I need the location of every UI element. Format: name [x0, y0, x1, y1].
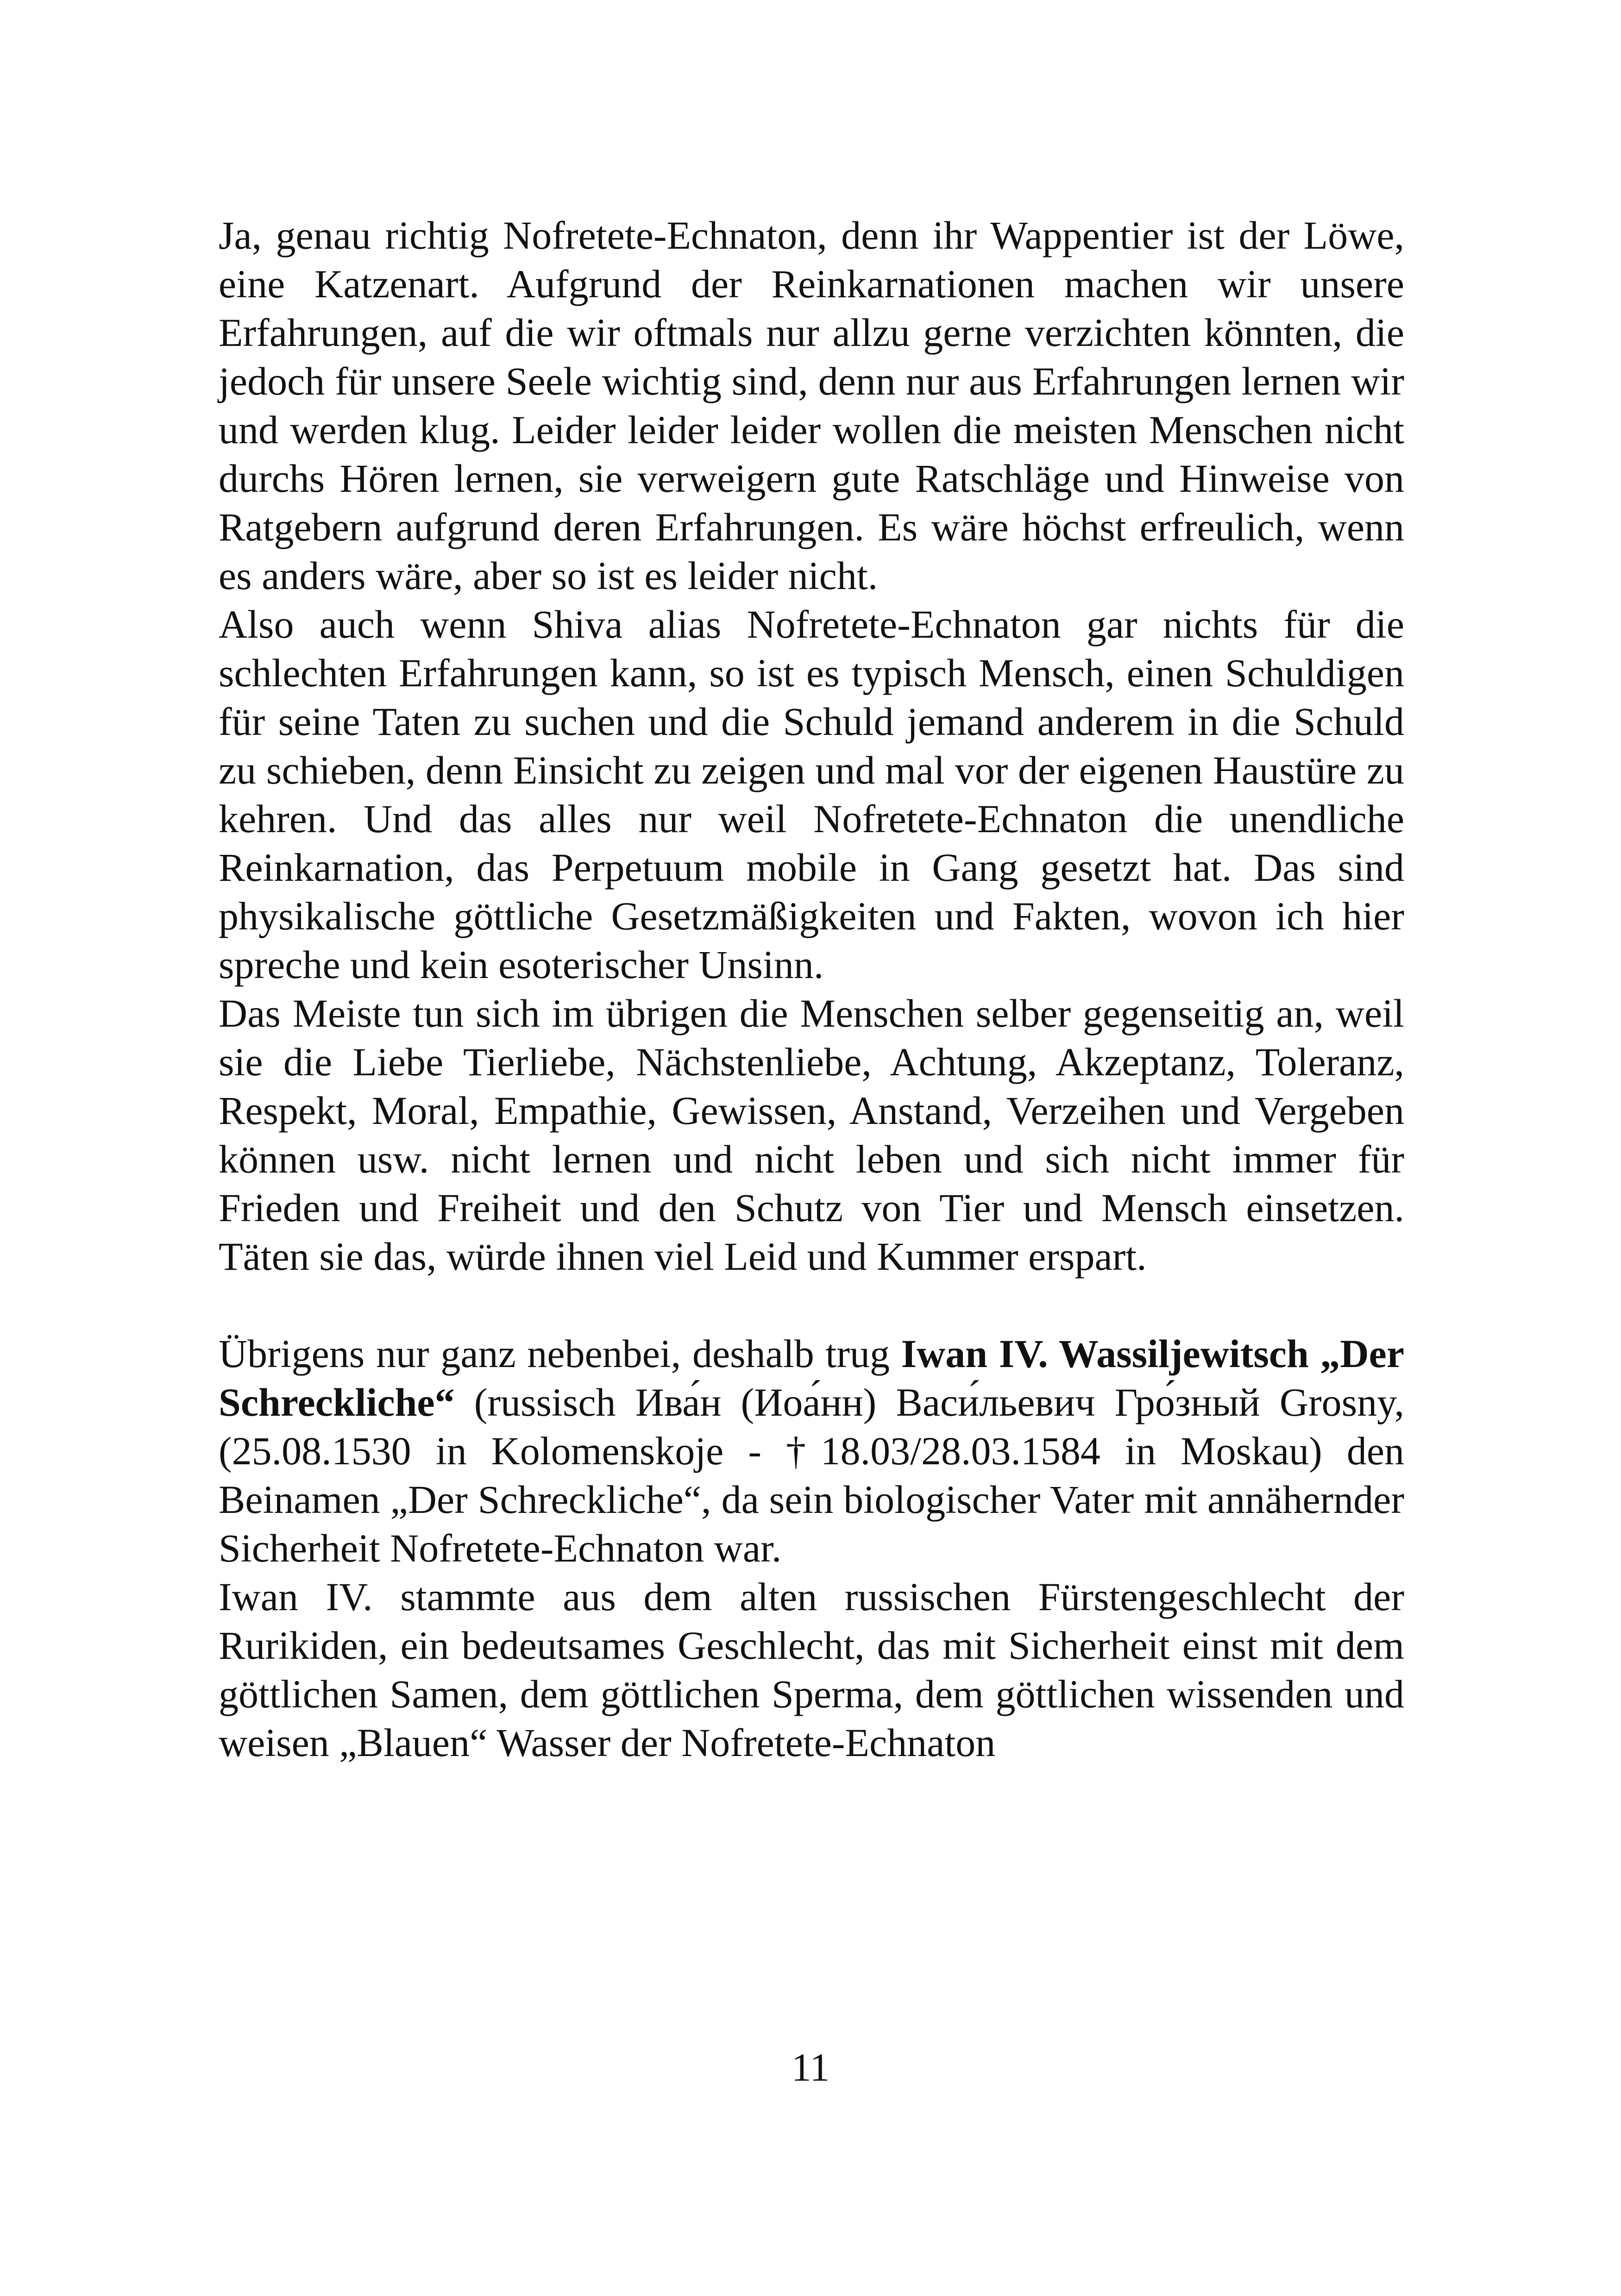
paragraph-3: Das Meiste tun sich im übrigen die Menschen selber gegenseitig an, weil sie die Liebe Tierliebe, Nächstenliebe, Achtung, Akzeptanz, Toleranz, Respekt, Moral, Empathie, Gewissen, Anstand, Verzeihen und Vergeben können usw. nicht lernen und nicht leben und sich nicht immer für Frieden und Freiheit und den Schutz von Tier und Mensch einsetzen. Täten sie das, würde ihnen viel Leid und Kummer erspart. [219, 991, 1404, 1279]
paragraph-5: Iwan IV. stammte aus dem alten russischen Fürstengeschlecht der Rurikiden, ein bedeutsames Geschlecht, das mit Sicherheit einst mit dem göttlichen Samen, dem göttlichen Sperma, dem göttlichen wissenden und weisen „Blauen“ Wasser der Nofretete-Echnaton [219, 1575, 1404, 1765]
paragraph-4 [219, 1330, 1404, 1573]
paragraph-2: Also auch wenn Shiva alias Nofretete-Echnaton gar nichts für die schlechten Erfahrungen kann, so ist es typisch Mensch, einen Schuldigen für seine Taten zu suchen und die Schuld jemand anderem in die Schuld zu schieben, denn Einsicht zu zeigen und mal vor der eigenen Haustüre zu kehren. Und das alles nur weil Nofretete-Echnaton die unendliche Reinkarnation, das Perpetuum mobile in Gang gesetzt hat. Das sind physikalische göttliche Gesetzmäßigkeiten und Fakten, wovon ich hier spreche und kein esoterischer Unsinn. [219, 602, 1404, 987]
paragraph-4-start: Übrigens nur ganz nebenbei, deshalb trug [219, 1331, 901, 1376]
paragraph-4-end: (russisch Ива́н (Иоа́нн) Васи́льевич Гро́зный Grosny, (25.08.1530 in Kolomenskoje - †18.03/28.03.1584 in Moskau) den Beinamen „Der Schreckliche“, da sein biologischer Vater mit annähernder Sicherheit Nofretete-Echnaton war. [219, 1380, 1404, 1570]
paragraph-1: Ja, genau richtig Nofretete-Echnaton, denn ihr Wappentier ist der Löwe, eine Katzenart. Aufgrund der Reinkarnationen machen wir unsere Erfahrungen, auf die wir oftmals nur allzu gerne verzichten könnten, die jedoch für unsere Seele wichtig sind, denn nur aus Erfahrungen lernen wir und werden klug. Leider leider leider wollen die meisten Menschen nicht durchs Hören lernen, sie verweigern gute Ratschläge und Hinweise von Ratgebern aufgrund deren Erfahrungen. Es wäre höchst erfreulich, wenn es anders wäre, aber so ist es leider nicht. [219, 213, 1404, 598]
paragraph-gap [219, 1281, 1404, 1330]
page-number: 11 [791, 2045, 830, 2089]
paragraph-4-bold-name: Iwan IV. Wassiljewitsch „Der Schreckliche“ [219, 1331, 1404, 1424]
body-text [219, 211, 1404, 1767]
